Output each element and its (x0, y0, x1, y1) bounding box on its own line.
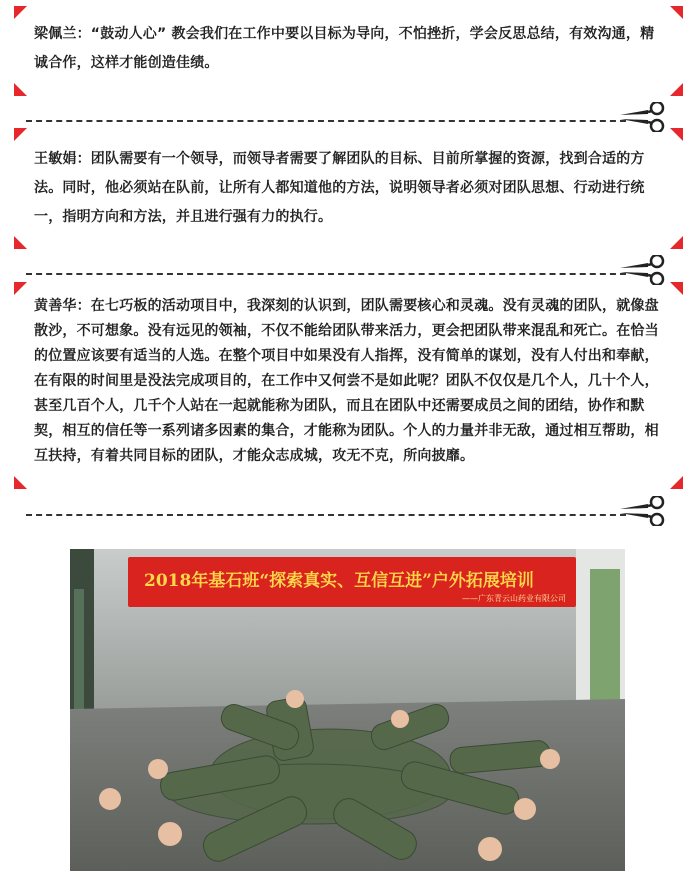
dashed-divider (26, 514, 626, 516)
corner-marker-bottom-left (14, 236, 27, 249)
corner-marker-bottom-right (670, 83, 683, 96)
training-banner (128, 557, 576, 607)
team-photo (70, 549, 625, 871)
banner-subtitle: ——广东青云山药业有限公司 (462, 594, 566, 603)
scissors-icon (618, 496, 668, 526)
testimonial-text: 黄善华：在七巧板的活动项目中，我深刻的认识到，团队需要核心和灵魂。没有灵魂的团队，就像盘散沙，不可想象。没有远见的领袖，不仅不能给团队带来活力，更会把团队带来混乱和死亡。在恰当的位置应该要有适当的人选。在整个项目中如果没有人指挥，没有简单的谋划，没有人付出和奉献，在有限的时间里是没法完成项目的，在工作中又何尝不是如此呢？团队不仅仅是几个人，几十个人，甚至几百个人，几千个人站在一起就能称为团队，而且在团队中还需要成员之间的团结，协作和默契，相互的信任等一系列诸多因素的集合，才能称为团队。个人的力量并非无敌，通过相互帮助，相互扶持，有着共同目标的团队，才能众志成城，攻无不克，所向披靡。 (34, 298, 659, 464)
corner-marker-bottom-left (14, 476, 27, 489)
corner-marker-top-right (670, 6, 683, 19)
testimonial-text: 梁佩兰：“鼓动人心” 教会我们在工作中要以目标为导向，不怕挫折，学会反思总结，有效沟通，精诚合作，这样才能创造佳绩。 (34, 26, 655, 71)
dashed-divider (26, 273, 626, 275)
testimonial-card-3 (14, 282, 683, 489)
banner-title: 2018年基石班“探索真实、互信互进”户外拓展培训 (144, 571, 534, 591)
corner-marker-bottom-right (670, 236, 683, 249)
corner-marker-top-left (14, 6, 27, 19)
corner-marker-top-left (14, 282, 27, 295)
testimonial-text: 王敏娟：团队需要有一个领导，而领导者需要了解团队的目标、目前所掌握的资源，找到合适的方法。同时，他必须站在队前，让所有人都知道他的方法，说明领导者必须对团队思想、行动进行统一，指明方向和方法，并且进行强有力的执行。 (34, 151, 645, 225)
corner-marker-top-right (670, 282, 683, 295)
corner-marker-top-left (14, 128, 27, 141)
corner-marker-top-right (670, 128, 683, 141)
corner-marker-bottom-right (670, 476, 683, 489)
scissors-icon (618, 255, 668, 285)
testimonial-card-1 (14, 6, 683, 96)
corner-marker-bottom-left (14, 83, 27, 96)
testimonial-card-2 (14, 128, 683, 249)
dashed-divider (26, 120, 626, 122)
